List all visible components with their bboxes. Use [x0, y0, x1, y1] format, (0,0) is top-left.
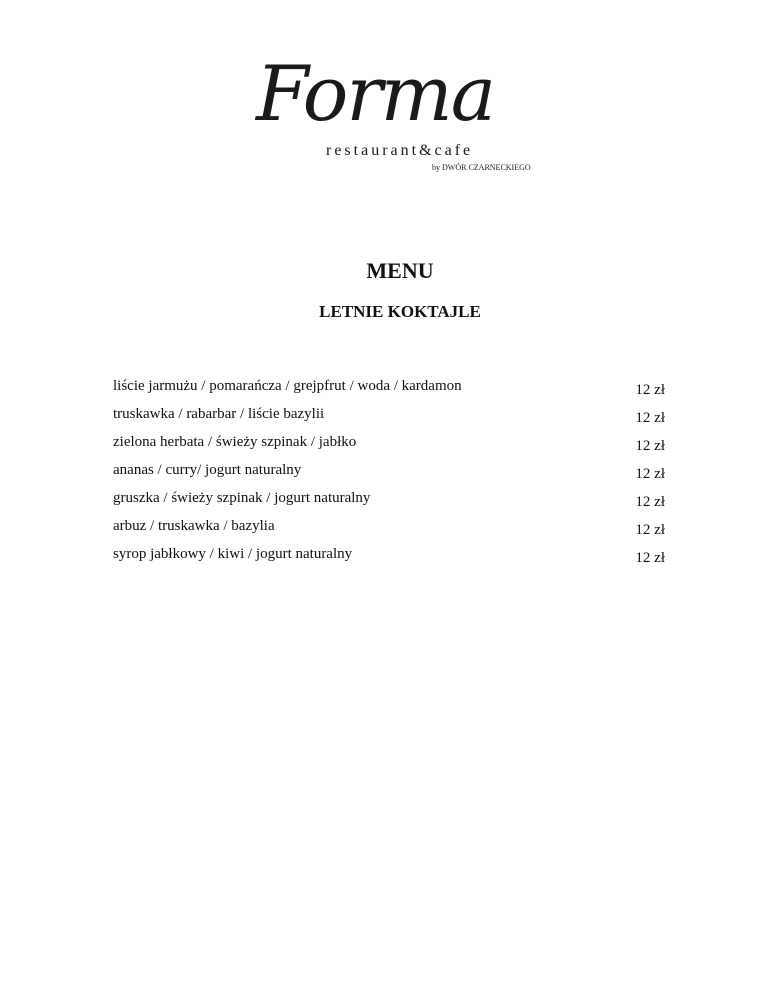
menu-item-description: ananas / curry/ jogurt naturalny [113, 462, 302, 478]
menu-item-price: 12 zł [635, 410, 665, 426]
menu-item-price: 12 zł [635, 438, 665, 454]
menu-item [113, 406, 665, 434]
menu-items-list [113, 378, 665, 574]
menu-item-description: gruszka / świeży szpinak / jogurt naturalny [113, 490, 371, 506]
menu-item-price: 12 zł [635, 382, 665, 398]
menu-item [113, 546, 665, 574]
menu-item [113, 378, 665, 406]
menu-item-price: 12 zł [635, 522, 665, 538]
menu-item-description: syrop jabłkowy / kiwi / jogurt naturalny [113, 546, 353, 562]
menu-item-price: 12 zł [635, 466, 665, 482]
logo-subtitle: restaurant&cafe [326, 142, 474, 159]
menu-item [113, 434, 665, 462]
menu-item-description: arbuz / truskawka / bazylia [113, 518, 275, 534]
menu-item [113, 462, 665, 490]
restaurant-logo [256, 49, 556, 182]
menu-item-description: liście jarmużu / pomarańcza / grejpfrut / woda / kardamon [113, 378, 462, 394]
menu-item-description: truskawka / rabarbar / liście bazylii [113, 406, 325, 422]
menu-item-price: 12 zł [635, 550, 665, 566]
menu-title: MENU [366, 258, 434, 283]
section-title: LETNIE KOKTAJLE [319, 302, 481, 321]
menu-item-description: zielona herbata / świeży szpinak / jabłko [113, 434, 357, 450]
menu-item-price: 12 zł [635, 494, 665, 510]
logo-script-text: Forma [256, 49, 495, 138]
logo-byline: by DWÓR CZARNECKIEGO [432, 163, 531, 172]
menu-item [113, 490, 665, 518]
menu-item [113, 518, 665, 546]
